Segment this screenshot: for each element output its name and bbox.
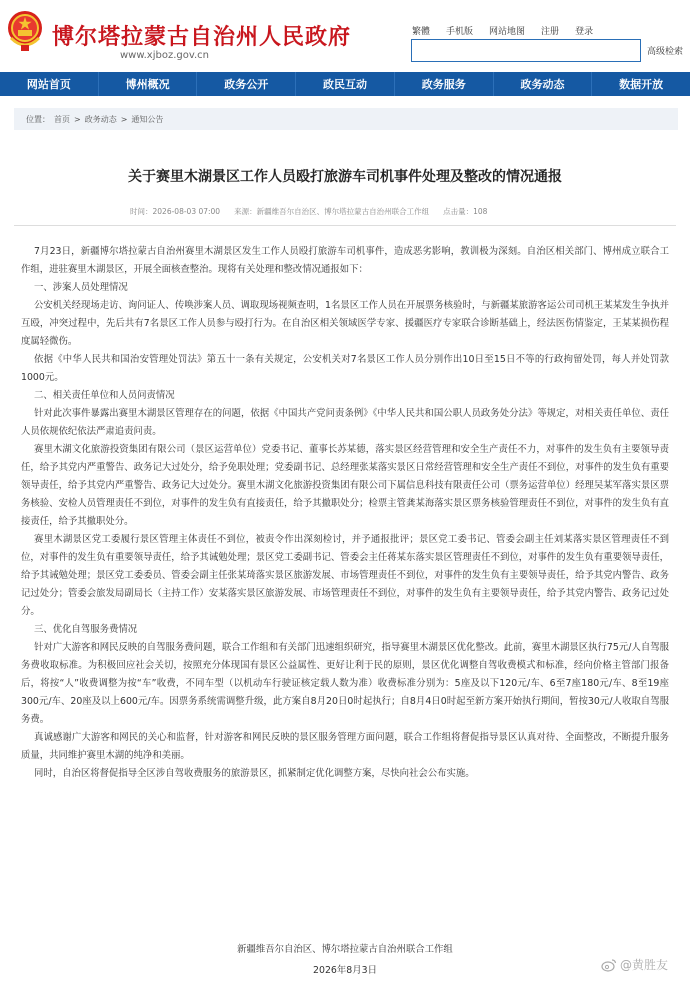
site-url: www.xjboz.gov.cn xyxy=(120,50,210,61)
article-meta xyxy=(130,206,487,217)
breadcrumb-label: 位置： xyxy=(26,114,50,124)
section-heading: 二、相关责任单位和人员问责情况 xyxy=(34,390,175,401)
top-link-sitemap[interactable]: 网站地图 xyxy=(489,27,526,37)
nav-item-services[interactable]: 政务服务 xyxy=(395,72,494,96)
paragraph: 赛里木湖文化旅游投资集团有限公司（景区运营单位）党委书记、董事长苏某德，落实景区经营管理和安全生产责任不力，对事件的发生负有主要领导责任，给予其党内严重警告、政务记大过处分，给予免职处理；党委副书记、总经理张某落实景区日常经营管理和安全生产责任不到位，对事件的发生负有重要领导责任，给予其党内严重警告、政务记大过处分。赛里木湖文化旅游投资集团有限公司下属信息科技有限责任公司（票务运营单位）经理吴某军落实景区票务核验、安检人员管理责任不到位，对事件的发生负有直接责任，给予其撤职处分；检票主管龚某海落实景区票务核验管理责任不到位，对事件的发生负有直接责任，给予其撤职处分。 xyxy=(21,444,669,527)
nav-item-overview[interactable]: 博州概况 xyxy=(99,72,198,96)
article-time: 时间：2026-08-03 07:00 xyxy=(130,207,221,216)
divider xyxy=(14,225,676,226)
article-source: 来源：新疆维吾尔自治区、博尔塔拉蒙古自治州联合工作组 xyxy=(234,207,430,216)
paragraph: 依据《中华人民共和国治安管理处罚法》第五十一条有关规定，公安机关对7名景区工作人员分别作出10日至15日不等的行政拘留处罚，每人并处罚款1000元。 xyxy=(21,354,669,383)
advanced-search-link[interactable]: 高级检索 xyxy=(647,47,684,57)
paragraph: 真诚感谢广大游客和网民的关心和监督，针对游客和网民反映的景区服务管理方面问题，联合工作组将督促指导景区认真对待、全面整改，不断提升服务质量，共同维护赛里木湖的纯净和美丽。 xyxy=(21,732,669,761)
section-heading: 一、涉案人员处理情况 xyxy=(34,282,128,293)
article-clicks: 点击量：108 xyxy=(443,207,488,216)
nav-item-gov-info[interactable]: 政务公开 xyxy=(197,72,296,96)
signoff-date: 2026年8月3日 xyxy=(313,965,377,976)
breadcrumb-news[interactable]: 政务动态 xyxy=(84,114,117,124)
watermark-text: @黄胜友 xyxy=(620,958,669,972)
nav-item-news[interactable]: 政务动态 xyxy=(494,72,593,96)
top-link-traditional[interactable]: 繁體 xyxy=(412,27,431,37)
article-title: 关于赛里木湖景区工作人员殴打旅游车司机事件处理及整改的情况通报 xyxy=(128,169,562,185)
paragraph: 公安机关经现场走访、询问证人、传唤涉案人员、调取现场视频查明，1名景区工作人员在开展票务核验时，与新疆某旅游客运公司司机王某某发生争执并互殴，冲突过程中，先后共有7名景区工作人员参与殴打行为。在自治区相关领域医学专家、援疆医疗专家联合诊断基础上，经法医伤情鉴定，王某某损伤程度属轻微伤。 xyxy=(21,300,669,347)
site-title[interactable]: 博尔塔拉蒙古自治州人民政府 xyxy=(52,24,352,50)
nav-item-open-data[interactable]: 数据开放 xyxy=(619,78,664,91)
national-emblem-icon[interactable] xyxy=(6,8,44,52)
breadcrumb xyxy=(14,108,678,130)
nav-item-interaction[interactable]: 政民互动 xyxy=(296,72,395,96)
nav-item-home[interactable]: 网站首页 xyxy=(0,72,99,96)
section-heading: 三、优化自驾服务费情况 xyxy=(34,624,138,635)
paragraph: 同时，自治区将督促指导全区涉自驾收费服务的旅游景区，抓紧制定优化调整方案，尽快向社会公布实施。 xyxy=(34,768,475,779)
watermark xyxy=(601,956,668,973)
paragraph: 针对此次事件暴露出赛里木湖景区管理存在的问题，依据《中国共产党问责条例》《中华人民共和国公职人员政务处分法》等规定，对相关责任单位、责任人员依规依纪依法严肃追责问责。 xyxy=(21,408,669,437)
paragraph: 针对广大游客和网民反映的自驾服务费问题，联合工作组和有关部门迅速组织研究，指导赛里木湖景区优化整改。此前，赛里木湖景区执行75元/人自驾服务费收取标准。为积极回应社会关切，按照充分体现国有景区公益属性、更好让利于民的原则，景区优化调整自驾收费模式和标准，经向价格主管部门报备后，将按“人”收费调整为按“车”收费，不同车型（以机动车行驶证核定载人数为准）收费标准分别为：5座及以下120元/车、6至7座180元/车、8至19座300元/车、20座及以上600元/车。因票务系统需调整升级，此方案自8月20日0时起执行；自8月4日0时起至新方案开始执行期间，暂按30元/人收取自驾服务费。 xyxy=(21,642,669,725)
top-link-mobile[interactable]: 手机版 xyxy=(446,27,474,37)
paragraph: 赛里木湖景区党工委履行景区管理主体责任不到位，被责令作出深刻检讨，并予通报批评；景区党工委书记、管委会副主任刘某落实景区管理责任不到位，对事件的发生负有重要领导责任，给予其诫勉处理；景区党工委副书记、管委会主任蒋某东落实景区管理责任不到位，对事件的发生负有重要领导责任，给予其诫勉处理；景区党工委委员、管委会副主任张某琦落实景区旅游发展、市场管理责任不到位，对事件的发生负有主要领导责任，给予其党内警告、政务记过处分；管委会旅发局副局长（主持工作）安某落实景区旅游发展、市场管理责任不到位，对事件的发生负有主要领导责任，给予其党内警告、政务记过处分。 xyxy=(21,534,669,617)
top-link-login[interactable]: 登录 xyxy=(575,27,594,37)
breadcrumb-home[interactable]: 首页 xyxy=(54,114,70,124)
signoff xyxy=(0,939,690,981)
breadcrumb-separator: > xyxy=(120,114,128,124)
main-nav xyxy=(0,72,690,96)
search-input[interactable] xyxy=(411,39,641,62)
site-header xyxy=(0,0,690,68)
top-links xyxy=(412,24,593,37)
signoff-org: 新疆维吾尔自治区、博尔塔拉蒙古自治州联合工作组 xyxy=(237,944,453,955)
article-body xyxy=(21,243,669,783)
top-link-register[interactable]: 注册 xyxy=(541,27,560,37)
weibo-icon xyxy=(601,958,617,972)
breadcrumb-notices[interactable]: 通知公告 xyxy=(131,114,164,124)
breadcrumb-separator: > xyxy=(74,114,81,124)
paragraph: 7月23日，新疆博尔塔拉蒙古自治州赛里木湖景区发生工作人员殴打旅游车司机事件，造成恶劣影响，教训极为深刻。自治区相关部门、博州成立联合工作组，进驻赛里木湖景区，开展全面核查整治。现将有关处理和整改情况通报如下： xyxy=(21,246,669,275)
